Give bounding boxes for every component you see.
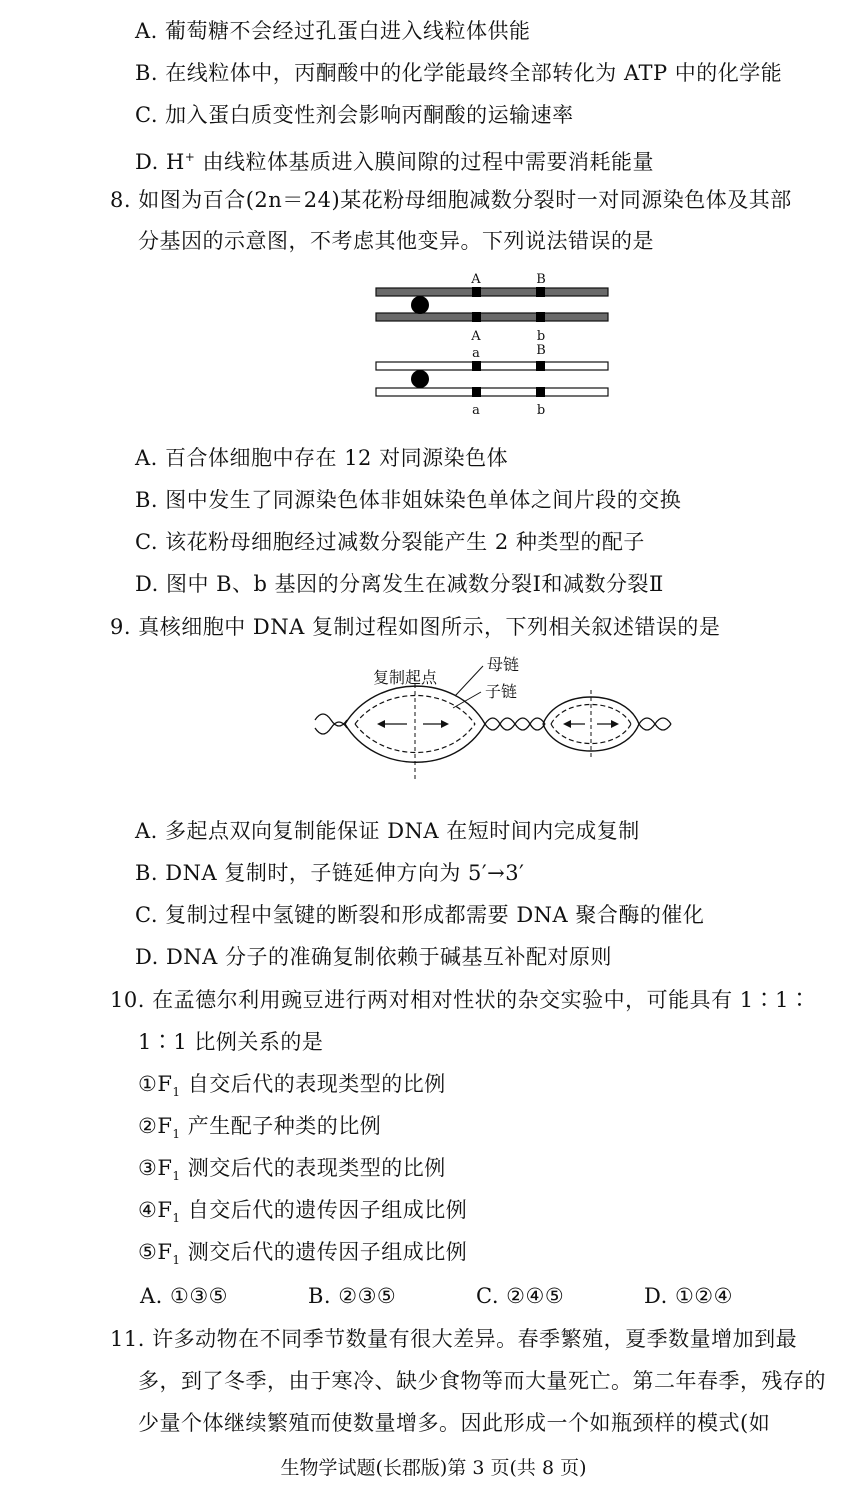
q9-option-c: C. 复制过程中氢键的断裂和形成都需要 DNA 聚合酶的催化 <box>135 903 705 927</box>
q8-option-b: B. 图中发生了同源染色体非姐妹染色单体之间片段的交换 <box>135 488 682 512</box>
q7-option-d: D. H+ 由线粒体基质进入膜间隙的过程中需要消耗能量 <box>135 150 655 174</box>
q8-stem-line2: 分基因的示意图，不考虑其他变异。下列说法错误的是 <box>138 229 654 253</box>
q9-option-b: B. DNA 复制时，子链延伸方向为 5′→3′ <box>135 861 525 885</box>
q10-choice-c: C. ②④⑤ <box>476 1284 565 1308</box>
q10-choice-b: B. ②③⑤ <box>308 1284 397 1308</box>
q7-option-c: C. 加入蛋白质变性剂会影响丙酮酸的运输速率 <box>135 103 574 127</box>
q10-item-3: $③F_1$ 测交后代的表现类型的比例 <box>138 1156 446 1184</box>
label-daughter-strand: 子链 <box>485 682 518 701</box>
chromatid-bottom-2 <box>376 388 608 396</box>
chromatid-top-2 <box>376 313 608 321</box>
q10-choice-d: D. ①②④ <box>644 1284 733 1308</box>
gene-label-a-third: a <box>472 346 480 361</box>
page-footer: 生物学试题(长郡版)第 3 页(共 8 页) <box>280 1457 587 1479</box>
chromatid-top-1 <box>376 288 608 296</box>
q10-choices <box>140 1281 812 1311</box>
q11-line3: 少量个体继续繁殖而使数量增多。因此形成一个如瓶颈样的模式(如 <box>138 1411 771 1435</box>
q8-option-a: A. 百合体细胞中存在 12 对同源染色体 <box>135 446 509 470</box>
centromere-bottom <box>411 370 429 388</box>
q10-item-4: $④F_1$ 自交后代的遗传因子组成比例 <box>138 1198 468 1226</box>
q10-choice-a: A. ①③⑤ <box>140 1284 228 1308</box>
q8-option-c: C. 该花粉母细胞经过减数分裂能产生 2 种类型的配子 <box>135 530 645 554</box>
gene-label-a-bottom: a <box>472 403 480 418</box>
q7-option-b: B. 在线粒体中，丙酮酸中的化学能最终全部转化为 ATP 中的化学能 <box>135 61 783 85</box>
q8-stem-line1: 8. 如图为百合(2n＝24)某花粉母细胞减数分裂时一对同源染色体及其部 <box>110 188 792 212</box>
dna-replication-figure <box>305 650 680 800</box>
q7-option-a: A. 葡萄糖不会经过孔蛋白进入线粒体供能 <box>135 19 531 43</box>
chromatid-bottom-1 <box>376 362 608 370</box>
q10-item-5: $⑤F_1$ 测交后代的遗传因子组成比例 <box>138 1240 468 1268</box>
q10-stem-line1: 10. 在孟德尔利用豌豆进行两对相对性状的杂交实验中，可能具有 1∶1∶ <box>110 988 811 1012</box>
label-replication-origin: 复制起点 <box>373 668 438 687</box>
gene-label-A-second: A <box>471 329 481 344</box>
q9-stem: 9. 真核细胞中 DNA 复制过程如图所示，下列相关叙述错误的是 <box>110 615 721 639</box>
gene-label-A-top: A <box>471 272 481 287</box>
gene-label-B-third: B <box>536 343 546 358</box>
q9-option-d: D. DNA 分子的准确复制依赖于碱基互补配对原则 <box>135 945 612 969</box>
q9-option-a: A. 多起点双向复制能保证 DNA 在短时间内完成复制 <box>135 819 640 843</box>
gene-label-B-top: B <box>536 272 546 287</box>
q8-option-d: D. 图中 B、b 基因的分离发生在减数分裂Ⅰ和减数分裂Ⅱ <box>135 572 664 596</box>
q11-line2: 多，到了冬季，由于寒冷、缺少食物等而大量死亡。第二年春季，残存的 <box>138 1369 826 1393</box>
q10-item-2: $②F_1$ 产生配子种类的比例 <box>138 1114 382 1142</box>
label-parent-strand: 母链 <box>487 655 520 674</box>
centromere-top <box>411 296 429 314</box>
q10-item-1: $①F_1$ 自交后代的表现类型的比例 <box>138 1072 446 1100</box>
q10-stem-line2: 1∶1 比例关系的是 <box>138 1030 324 1054</box>
q11-line1: 11. 许多动物在不同季节数量有很大差异。春季繁殖，夏季数量增加到最 <box>110 1327 798 1351</box>
gene-label-b-second: b <box>536 329 546 344</box>
chromosome-figure <box>370 268 615 420</box>
gene-label-b-bottom: b <box>536 403 546 418</box>
